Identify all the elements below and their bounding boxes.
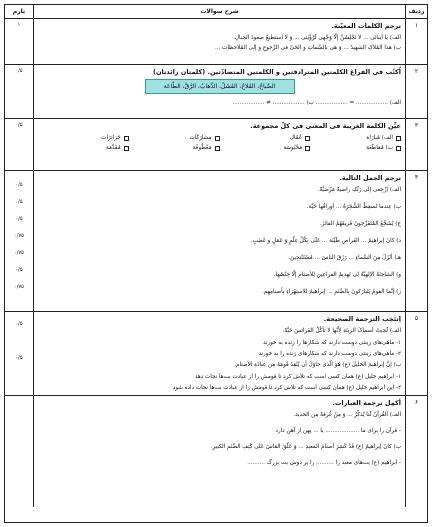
header-score: بارم <box>12 8 26 15</box>
sentence-line: الف) أَلقُرآنُ لَنا یُذکِّرُ ... وَ مِنّ غُرفةً مِن الحدید. <box>293 412 401 418</box>
checkbox-icon[interactable] <box>396 136 401 141</box>
score-value: ۰/۵ <box>15 267 23 273</box>
score-cell <box>5 65 33 118</box>
question-body <box>33 396 405 507</box>
question-row-6 <box>5 396 427 507</box>
checkbox-icon[interactable] <box>124 136 129 141</box>
option-item[interactable]: عُمّال <box>220 133 311 143</box>
score-cell <box>5 396 33 507</box>
sentence-line: ب) إنَّ إبراهیمَ الخلیلَ (ع) هُوَ الَّذی حاوَلَ أَن یُنْقِذَ قَومَهُ مِن عِبادَةِ الأصنام. <box>234 362 401 368</box>
question-body <box>33 19 405 64</box>
score-cell <box>5 119 33 170</box>
score-value: ۰/۷۵ <box>14 233 24 239</box>
answer-blank-line[interactable]: - قرآن را برای ما ................... یا ... پهن از آهن دارد <box>275 428 401 434</box>
sentence-line: ج) یُشَجِّعُ المُتَفَرِّجونَ فَریقَهُمُ الفائزَ. <box>319 221 401 227</box>
choice-line[interactable]: ۲- این ابراهیم خلیل (ع) همان کسی است که تلاش کرد تا قومش را از عبادت بت‌ها نجات داده شود <box>172 385 401 391</box>
table-header <box>5 5 427 19</box>
score-value: ۱ <box>17 22 21 28</box>
question-row-4 <box>5 171 427 312</box>
sentence-line: د) کانَ إبراهیمُ ... الفَراصِ طَیِّبَة ... عَلَی بِکُلِّ عِلْمٍ وَ عَمَلٍ و غَضَبٍ. <box>250 238 401 244</box>
checkbox-icon[interactable] <box>124 146 129 151</box>
question-row-5 <box>5 312 427 396</box>
question-title: عیِّن الکلمة الغریبة فی المعنی فی کلّ مجموعة. <box>250 122 401 130</box>
score-value: ۰/۵ <box>15 321 23 327</box>
question-body <box>33 171 405 311</box>
question-title: اِنتَخِب الترجمة الصحیحة. <box>323 315 401 323</box>
score-cell <box>5 312 33 395</box>
option-item[interactable]: ب) مُقاطَعَة <box>310 143 401 153</box>
score-value: ۰/۵ <box>15 199 23 205</box>
score-value: ۰/۵ <box>15 122 23 128</box>
checkbox-icon[interactable] <box>305 136 310 141</box>
question-line: ب) هذا المُلاکِ الشهیدُ ... وَ هی بالسَّماتِ و الحَیِّ فی الرِّجوعِ و إلی المُلاحظات ... <box>214 45 401 51</box>
score-value: ۰/۵ <box>15 216 23 222</box>
question-body <box>33 119 405 170</box>
sentence-line: ب) کانَ إبراهیمُ (ع) قَدْ کَسَرَ أصنامَ المعبدِ ... وَ عَلَّقَ القاسَ عَلی کَتِفِ الصَّنَمِ الکبیرِ. <box>210 444 401 450</box>
option-item[interactable]: مِشارَکَات <box>129 133 220 143</box>
question-body <box>33 312 405 395</box>
question-line: الف) یا أبنائی ... لا تَجْلِسُنَّ إلّا وَجْهی لَرُؤْیَتی ... وَ لا أستطیعُ صعودَ الجبالِ. <box>233 35 401 41</box>
options-grid <box>38 133 401 153</box>
option-item[interactable]: مَحْبُوسَة <box>220 143 311 153</box>
question-number: ۶ <box>405 396 427 507</box>
checkbox-icon[interactable] <box>396 146 401 151</box>
word-bank-box: الصَّباحُ، الفَلاحُ، الفَشَلُ، الذَّهابُ، الرَّقَّ، الطّاعَة <box>145 79 295 94</box>
score-value: ۰/۷۵ <box>14 284 24 290</box>
header-row-number: ردیف <box>405 5 427 18</box>
sentence-line: و) الشاحِنَةُ الإلهیَّةُ لِی تَهدیمُ الفراعِینِ لِلأصنامِ إلَّا جِنْسُها. <box>273 272 401 278</box>
question-row-3 <box>5 119 427 171</box>
choice-line[interactable]: ۲- ماهی‌های زینتی دوست دارند که شکارهای زنده را به خورند <box>258 351 401 357</box>
choice-line[interactable]: ۱- ابراهیم خلیل (ع) همان کسی است که تلاش کرد تا قومش را از عبادت بت‌ها نجات دهد <box>194 374 401 380</box>
question-title: ترجم الجمل التالیة. <box>339 174 401 182</box>
question-row-1 <box>5 19 427 65</box>
checkbox-icon[interactable] <box>305 146 310 151</box>
option-item[interactable]: مَعْطُوفَة <box>129 143 220 153</box>
checkbox-icon[interactable] <box>215 136 220 141</box>
score-cell <box>5 19 33 64</box>
option-item[interactable]: الف) مُبارَاة <box>310 133 401 143</box>
answer-blank-line[interactable]: الف) .................. = .................. ب) .................. ≠ .................. <box>232 100 401 106</box>
sentence-line: هـ) أَنْزَلَ مِنَ السَّماءِ ... رَزَقَ الناسَ ... مُسْتَنْتِجِینَ. <box>288 255 401 261</box>
question-row-2 <box>5 65 427 119</box>
question-number: ۳ <box>405 119 427 170</box>
question-title: ترجم الکلمات المعیّنة. <box>331 22 401 30</box>
option-item[interactable]: مُقَدَّمَة <box>38 143 129 153</box>
question-number: ۲ <box>405 65 427 118</box>
checkbox-icon[interactable] <box>215 146 220 151</box>
question-number: ۵ <box>405 312 427 395</box>
exam-sheet <box>4 4 428 523</box>
question-number: ۱ <box>405 19 427 64</box>
question-body <box>33 65 405 118</box>
score-value: ۰/۷۵ <box>14 250 24 256</box>
choice-line[interactable]: ۱- ماهی‌های زینتی دوست دارند که شکارها را زنده به خورند <box>262 340 401 346</box>
sentence-line: الف) لَحِبتُ أسماکَ الزینَةِ لِأَنَّها لا تأکُلُ الفَرائسَ حَیَّةً. <box>282 328 401 334</box>
question-number: ۴ <box>405 171 427 311</box>
sentence-line: ز) إنَّما القومُ یَتَبارَکونَ بِالصَّنَمِ ... إبراهیمُ لِلاستِهْزاءِ بِأصنامِهِم. <box>261 289 401 295</box>
sentence-line: الف) اِرْجِعی إلی رَبِّکِ راضیةً مَرْضیَّةً. <box>317 187 401 193</box>
score-value: ۰/۵ <box>15 355 23 361</box>
score-value: ۰/۵ <box>15 68 23 74</box>
header-question-text: شرح سوالات <box>33 5 405 18</box>
sentence-line: ب) عِندما تُسقِطُ الشَّجَرَةُ ... أوراقُها حَیَّة. <box>306 204 401 210</box>
question-title: أکمِل ترجمة العبارات. <box>332 399 401 407</box>
score-value: ۰/۵ <box>15 182 23 188</box>
question-title: اُکتُب فی الفراغ الکلمتین المترادفتین و الکلمتین المتضادّتین. (کلمتان زائدتان) <box>152 68 401 76</box>
answer-blank-line[interactable]: - ابراهیم (ع) بت‌های معبد را .......... را بر دوش بت بزرگ .......... <box>247 460 401 466</box>
option-item[interactable]: جَزائِرَات <box>38 133 129 143</box>
score-cell <box>5 171 33 311</box>
